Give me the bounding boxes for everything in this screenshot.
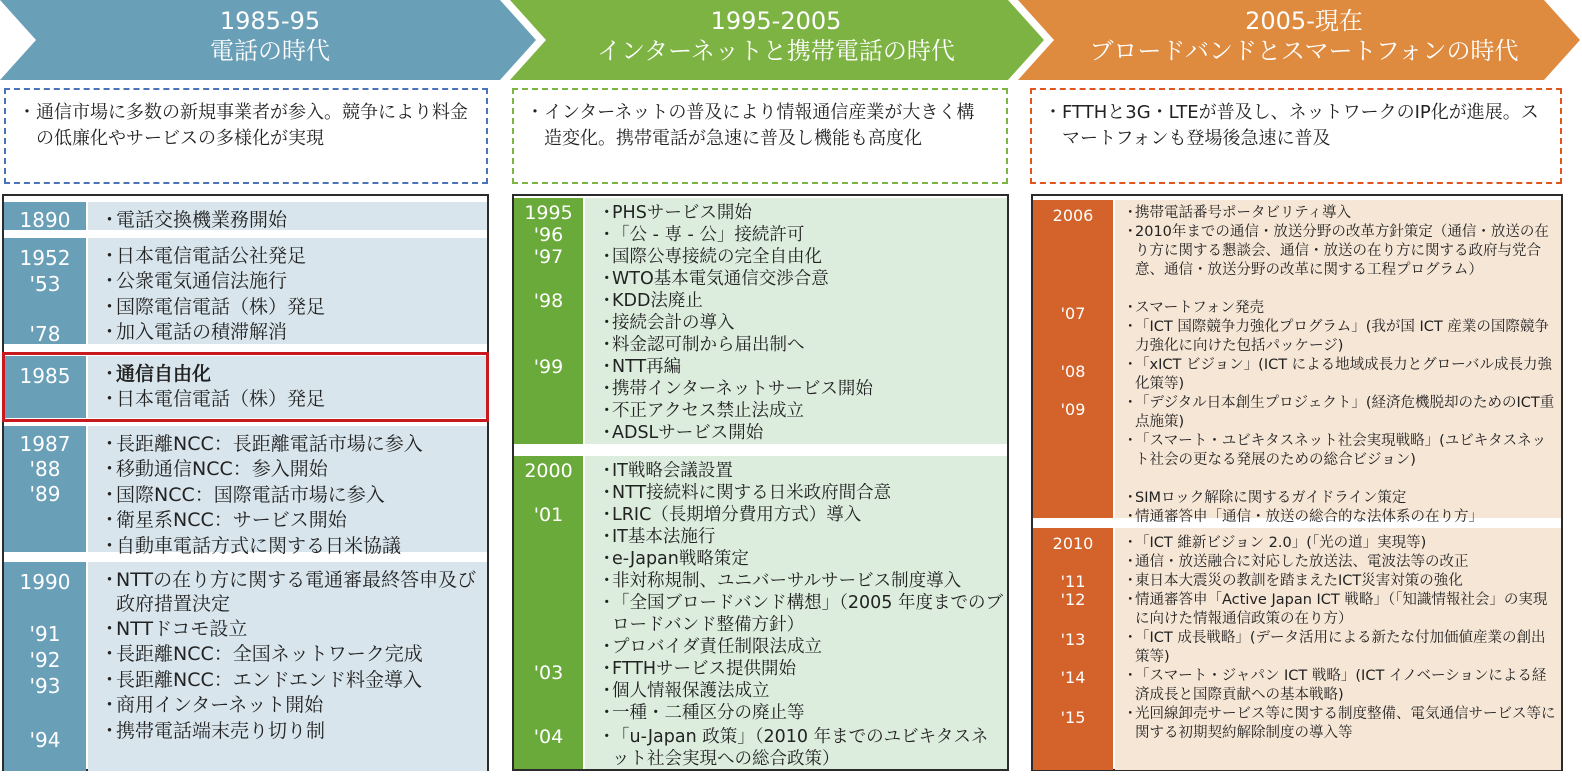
event-text: 日本電信電話（株）発足 xyxy=(116,388,326,410)
event-item: ・ KDD法廃止 xyxy=(598,291,703,311)
year-label: '04 xyxy=(533,726,564,748)
event-item: ・ 通信・放送融合に対応した放送法、電波法等の改正 xyxy=(1123,554,1469,570)
event-text: 「xICT ビジョン」(ICT による地域成長力とグローバル成長力強化策等) xyxy=(1135,357,1552,392)
event-item: ・ NTT再編 xyxy=(598,357,682,377)
era1-period: 1985-95 xyxy=(219,7,321,35)
event-text: 長距離NCC：長距離電話市場に参入 xyxy=(116,433,423,455)
era3-summary-text: FTTHと3G・LTEが普及し、ネットワークのIP化が進展。スマートフォンも登場後急速に普及 xyxy=(1062,102,1539,149)
event-text: 衛星系NCC：サービス開始 xyxy=(116,509,347,531)
year-column xyxy=(1033,528,1113,770)
event-item: ・ SIMロック解除に関するガイドライン策定 xyxy=(1123,490,1407,506)
era1-timeline xyxy=(2,194,489,771)
event-item: ・ 「スマート・ジャパン ICT 戦略」(ICT イノベーションによる経済成長と国際貢献への基本戦略) xyxy=(1123,667,1557,705)
event-text: NTTの在り方に関する電通審最終答申及び政府措置決定 xyxy=(116,569,477,615)
era1-block xyxy=(4,562,487,771)
era1-summary-text: 通信市場に多数の新規事業者が参入。競争により料金の低廉化やサービスの多様化が実現 xyxy=(36,102,468,149)
event-item: ・ NTT接続料に関する日米政府間合意 xyxy=(598,483,892,503)
event-text: WTO基本電気通信交渉合意 xyxy=(612,269,829,289)
year-label: 2000 xyxy=(524,460,573,482)
year-label: '91 xyxy=(29,622,61,646)
year-label: 1987 xyxy=(19,432,71,456)
event-item: ・ 日本電信電話公社発足 xyxy=(100,245,307,267)
event-text: 通信・放送融合に対応した放送法、電波法等の改正 xyxy=(1135,554,1469,570)
era2-summary: ・ インターネットの普及により情報通信産業が大きく構造変化。携帯電話が急速に普及し機能も高度化 xyxy=(512,88,1008,184)
event-item: ・ 通信自由化 xyxy=(100,363,212,385)
event-text: 2010年までの通信・放送分野の改革方針策定（通信・放送の在り方に関する懇談会、通信・放送の在り方に関する政府与党合意、通信・放送分野の改革に関する工程プログラム） xyxy=(1135,224,1549,278)
event-text: 通信自由化 xyxy=(116,363,212,385)
event-item: ・ 長距離NCC：エンドエンド料金導入 xyxy=(100,669,422,691)
era1-block xyxy=(4,238,487,344)
event-item: ・ 国際公専接続の完全自由化 xyxy=(598,247,822,267)
event-text: 「ICT 成長戦略」(データ活用による新たな付加価値産業の創出策等) xyxy=(1135,630,1546,665)
year-label: 2010 xyxy=(1052,534,1094,553)
event-item: ・ 一種・二種区分の廃止等 xyxy=(598,703,805,723)
event-text: 日本電信電話公社発足 xyxy=(116,245,307,267)
event-text: 不正アクセス禁止法成立 xyxy=(612,401,804,421)
year-label: '09 xyxy=(1060,400,1086,419)
era1-title: 電話の時代 xyxy=(210,37,330,65)
event-item: ・ 商用インターネット開始 xyxy=(100,694,324,716)
event-text: 移動通信NCC：参入開始 xyxy=(116,458,328,480)
event-text: 「公 - 専 - 公」接続許可 xyxy=(612,225,805,245)
event-text: 国際電信電話（株）発足 xyxy=(116,296,326,318)
event-text: 自動車電話方式に関する日米協議 xyxy=(116,535,402,557)
era2-period: 1995-2005 xyxy=(710,7,842,35)
event-text: NTT再編 xyxy=(612,357,682,377)
year-label: '97 xyxy=(533,246,564,268)
event-item: ・ 「xICT ビジョン」(ICT による地域成長力とグローバル成長力強化策等) xyxy=(1123,356,1557,394)
event-text: 「スマート・ジャパン ICT 戦略」(ICT イノベーションによる経済成長と国際貢献への基本戦略) xyxy=(1135,668,1547,703)
year-label: '08 xyxy=(1060,362,1086,381)
event-text: 携帯電話端末売り切り制 xyxy=(116,720,326,742)
era1-summary: ・ 通信市場に多数の新規事業者が参入。競争により料金の低廉化やサービスの多様化が実現 xyxy=(4,88,488,184)
event-text: e-Japan戦略策定 xyxy=(612,549,749,569)
event-text: KDD法廃止 xyxy=(612,291,703,311)
year-label: 1985 xyxy=(19,364,71,388)
era2-timeline xyxy=(512,194,1009,771)
era3-header xyxy=(1054,6,1554,66)
year-label: '07 xyxy=(1060,304,1086,323)
event-item: ・ FTTHサービス提供開始 xyxy=(598,659,796,679)
event-item: ・ e-Japan戦略策定 xyxy=(598,549,749,569)
highlight-frame xyxy=(2,352,489,422)
era2-summary-text: インターネットの普及により情報通信産業が大きく構造変化。携帯電話が急速に普及し機能も高度化 xyxy=(544,102,975,149)
event-item: ・ 2010年までの通信・放送分野の改革方針策定（通信・放送の在り方に関する懇談会、通信・放送の在り方に関する政府与党合意、通信・放送分野の改革に関する工程プログラム） xyxy=(1123,223,1557,280)
event-text: 情通審答申「通信・放送の総合的な法体系の在り方」 xyxy=(1135,509,1483,525)
event-item: ・ 国際NCC：国際電話市場に参入 xyxy=(100,484,385,506)
event-item: ・ IT基本法施行 xyxy=(598,527,716,547)
event-text: FTTHサービス提供開始 xyxy=(612,659,796,679)
event-item: ・ 不正アクセス禁止法成立 xyxy=(598,401,804,421)
event-text: 国際NCC：国際電話市場に参入 xyxy=(116,484,385,506)
year-label: '99 xyxy=(533,356,564,378)
event-text: 接続会計の導入 xyxy=(612,313,735,333)
event-item: ・ 衛星系NCC：サービス開始 xyxy=(100,509,347,531)
year-label: '15 xyxy=(1060,708,1086,727)
year-column xyxy=(1033,200,1113,518)
year-label: '92 xyxy=(29,648,61,672)
year-label: '12 xyxy=(1060,590,1086,609)
event-item: ・ 「デジタル日本創生プロジェクト」(経済危機脱却のためのICT重点施策) xyxy=(1123,394,1557,432)
event-text: 料金認可制から届出制へ xyxy=(612,335,805,355)
event-item: ・ 非対称規制、ユニバーサルサービス制度導入 xyxy=(598,571,962,591)
era1-block xyxy=(4,426,487,557)
event-text: PHSサービス開始 xyxy=(612,203,752,223)
year-column xyxy=(514,456,583,769)
era2-block xyxy=(514,198,1007,444)
year-label: '89 xyxy=(29,482,61,506)
event-item: ・ NTTの在り方に関する電通審最終答申及び政府措置決定 xyxy=(100,569,477,615)
event-item: ・ 「全国ブロードバンド構想」（2005 年度までのブロードバンド整備方針） xyxy=(598,593,1003,635)
year-label: 1890 xyxy=(19,208,71,232)
event-text: 「ICT 国際競争力強化プログラム」(我が国 ICT 産業の国際競争力強化に向けた包括パッケージ) xyxy=(1135,319,1549,354)
era1-block xyxy=(4,356,487,418)
event-item: ・ ADSLサービス開始 xyxy=(598,423,764,443)
era1-header xyxy=(60,6,480,66)
era2-block xyxy=(514,456,1007,769)
year-label: 2006 xyxy=(1052,206,1094,225)
event-text: 情通審答申「Active Japan ICT 戦略」（「知識情報社会」の実現に向けた情報通信政策の在り方） xyxy=(1135,592,1548,627)
event-item: ・ 「スマート・ユビキタスネット社会実現戦略」(ユビキタスネット社会の更なる発展のための総合ビジョン) xyxy=(1123,432,1557,470)
event-item: ・ IT戦略会議設置 xyxy=(598,461,733,481)
event-item: ・ 加入電話の積滞解消 xyxy=(100,321,288,343)
year-label: 1995 xyxy=(524,202,573,224)
event-item: ・ 「ICT 成長戦略」(データ活用による新たな付加価値産業の創出策等) xyxy=(1123,629,1557,667)
event-text: 個人情報保護法成立 xyxy=(612,681,770,701)
event-item: ・ 「公 - 専 - 公」接続許可 xyxy=(598,225,805,245)
event-item: ・ 情通審答申「通信・放送の総合的な法体系の在り方」 xyxy=(1123,509,1483,525)
event-item: ・ 光回線卸売サービス等に関する制度整備、電気通信サービス等に関する初期契約解除制度の導入等 xyxy=(1123,706,1556,741)
year-label: '13 xyxy=(1060,630,1086,649)
event-text: ADSLサービス開始 xyxy=(612,423,764,443)
event-text: 携帯インターネットサービス開始 xyxy=(612,379,873,399)
year-label: '01 xyxy=(533,504,564,526)
event-item: ・ 携帯電話番号ポータビリティ導入 xyxy=(1123,205,1352,221)
event-item: ・ 東日本大震災の教訓を踏まえたICT災害対策の強化 xyxy=(1123,573,1463,589)
event-item: ・ 情通審答申「Active Japan ICT 戦略」（「知識情報社会」の実現に向けた情報通信政策の在り方） xyxy=(1123,591,1557,629)
event-text: 電話交換機業務開始 xyxy=(116,209,288,231)
year-label: '98 xyxy=(533,290,564,312)
era3-timeline xyxy=(1031,194,1563,771)
event-text: NTT接続料に関する日米政府間合意 xyxy=(612,483,892,503)
event-text: 「ICT 維新ビジョン 2.0」(「光の道」実現等) xyxy=(1135,535,1427,551)
event-text: 公衆電気通信法施行 xyxy=(116,270,288,292)
year-label: 1990 xyxy=(19,570,71,594)
event-item: ・ 自動車電話方式に関する日米協議 xyxy=(100,535,402,557)
event-item: ・ PHSサービス開始 xyxy=(598,203,752,223)
year-label: '78 xyxy=(29,322,61,346)
year-label: '53 xyxy=(29,272,61,296)
event-item: ・ 料金認可制から届出制へ xyxy=(598,335,805,355)
event-item: ・ 個人情報保護法成立 xyxy=(598,681,770,701)
event-text: NTTドコモ設立 xyxy=(116,618,248,640)
event-text: LRIC（長期増分費用方式）導入 xyxy=(612,505,862,525)
event-item: ・ NTTドコモ設立 xyxy=(100,618,248,640)
event-text: スマートフォン発売 xyxy=(1135,300,1265,316)
year-label: '88 xyxy=(29,457,61,481)
event-text: 一種・二種区分の廃止等 xyxy=(612,703,805,723)
event-item: ・ LRIC（長期増分費用方式）導入 xyxy=(598,505,862,525)
event-text: 「スマート・ユビキタスネット社会実現戦略」(ユビキタスネット社会の更なる発展のための総合ビジョン) xyxy=(1135,433,1547,468)
era2-title: インターネットと携帯電話の時代 xyxy=(597,37,955,65)
event-text: プロバイダ責任制限法成立 xyxy=(612,637,822,657)
event-item: ・ 携帯インターネットサービス開始 xyxy=(598,379,873,399)
event-text: 携帯電話番号ポータビリティ導入 xyxy=(1135,205,1352,221)
era3-period: 2005-現在 xyxy=(1245,7,1363,35)
event-item: ・ 電話交換機業務開始 xyxy=(100,209,288,231)
era3-block xyxy=(1033,200,1561,525)
year-label: '93 xyxy=(29,674,61,698)
event-item: ・ 日本電信電話（株）発足 xyxy=(100,388,326,410)
event-item: ・ 接続会計の導入 xyxy=(598,313,735,333)
year-label: '14 xyxy=(1060,668,1086,687)
event-item: ・ WTO基本電気通信交渉合意 xyxy=(598,269,829,289)
event-text: 「デジタル日本創生プロジェクト」(経済危機脱却のためのICT重点施策) xyxy=(1135,395,1555,430)
era2-header xyxy=(546,6,1006,66)
event-item: ・ 移動通信NCC：参入開始 xyxy=(100,458,328,480)
event-text: IT戦略会議設置 xyxy=(612,461,733,481)
event-item: ・ 国際電信電話（株）発足 xyxy=(100,296,326,318)
event-item: ・ プロバイダ責任制限法成立 xyxy=(598,637,822,657)
era1-block xyxy=(4,202,487,230)
event-text: 長距離NCC：エンドエンド料金導入 xyxy=(116,669,422,691)
event-item: ・ 長距離NCC：長距離電話市場に参入 xyxy=(100,433,423,455)
event-item: ・ 「ICT 維新ビジョン 2.0」(「光の道」実現等) xyxy=(1123,535,1427,551)
era3-summary: ・ FTTHと3G・LTEが普及し、ネットワークのIP化が進展。スマートフォンも登場後急速に普及 xyxy=(1030,88,1562,184)
year-label: 1952 xyxy=(19,246,71,270)
event-text: SIMロック解除に関するガイドライン策定 xyxy=(1135,490,1407,506)
year-label: '94 xyxy=(29,728,61,752)
era3-block xyxy=(1033,528,1561,770)
event-text: 光回線卸売サービス等に関する制度整備、電気通信サービス等に関する初期契約解除制度の導入等 xyxy=(1135,706,1556,741)
event-text: 東日本大震災の教訓を踏まえたICT災害対策の強化 xyxy=(1135,573,1463,589)
event-text: 「u-Japan 政策」（2010 年までのユビキタスネット社会実現への総合政策） xyxy=(612,727,989,769)
event-item: ・ 「u-Japan 政策」（2010 年までのユビキタスネット社会実現への総合政策） xyxy=(598,726,1003,770)
event-text: 国際公専接続の完全自由化 xyxy=(612,247,822,267)
year-label: '03 xyxy=(533,662,564,684)
year-label: '11 xyxy=(1060,572,1086,591)
event-item: ・ 携帯電話端末売り切り制 xyxy=(100,720,326,742)
event-item: ・ スマートフォン発売 xyxy=(1123,300,1265,316)
event-text: 長距離NCC：全国ネットワーク完成 xyxy=(116,643,423,665)
year-label: '96 xyxy=(533,224,564,246)
event-text: IT基本法施行 xyxy=(612,527,716,547)
era3-title: ブロードバンドとスマートフォンの時代 xyxy=(1089,37,1519,65)
event-item: ・ 公衆電気通信法施行 xyxy=(100,270,288,292)
event-text: 商用インターネット開始 xyxy=(116,694,324,716)
event-item: ・ 「ICT 国際競争力強化プログラム」(我が国 ICT 産業の国際競争力強化に向けた包括パッケージ) xyxy=(1123,318,1557,356)
event-text: 加入電話の積滞解消 xyxy=(116,321,288,343)
event-text: 非対称規制、ユニバーサルサービス制度導入 xyxy=(612,571,962,591)
event-item: ・ 長距離NCC：全国ネットワーク完成 xyxy=(100,643,423,665)
event-text: 「全国ブロードバンド構想」（2005 年度までのブロードバンド整備方針） xyxy=(612,593,1003,635)
